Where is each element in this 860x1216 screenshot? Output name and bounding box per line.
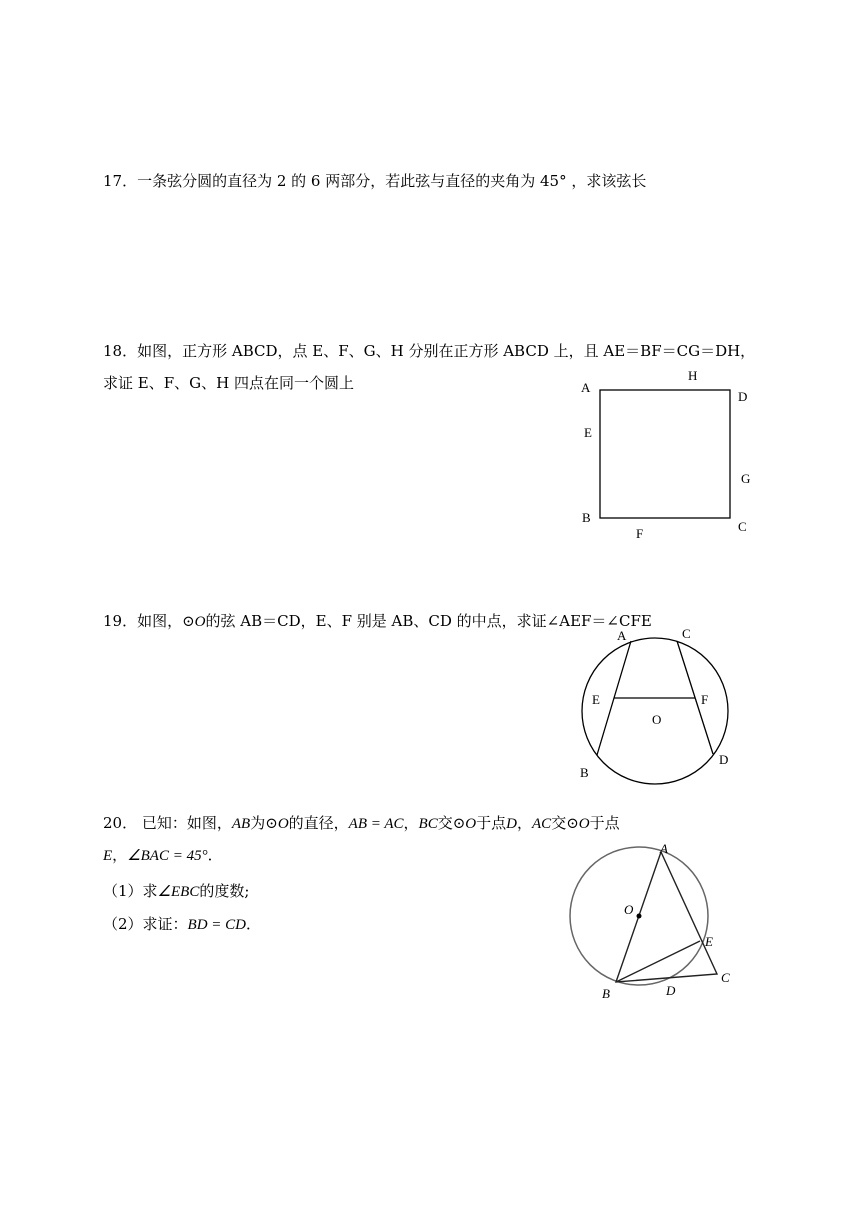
q20-label-E: E: [705, 934, 713, 949]
q20-O1: O: [277, 816, 289, 832]
q18-label-H: H: [688, 368, 698, 383]
q19-circle: [582, 638, 728, 784]
q19-text: [103, 611, 652, 632]
q18-label-G: G: [741, 471, 751, 486]
q20-p11: ．: [207, 846, 223, 864]
q20-angle: ∠BAC = 45°: [127, 848, 208, 864]
q18-label-C: C: [738, 519, 747, 534]
q19-circle-symbol: ⊙: [182, 612, 195, 630]
q20-center-point: [637, 914, 642, 919]
q20-sub1-pre: （1）求: [103, 882, 158, 900]
q20-D: D: [506, 816, 517, 832]
q20-AB-eq-AC: AB = AC: [348, 816, 404, 832]
q20-label-O: O: [624, 902, 634, 917]
q20-O2: O: [465, 816, 477, 832]
q19-label-O: O: [652, 712, 662, 727]
q20-p1: 已知：如图，: [141, 814, 232, 832]
q19-label-D: D: [719, 752, 729, 767]
q20-label-C: C: [721, 970, 730, 985]
q20-p10: ，: [112, 846, 128, 864]
q20-line2: [103, 845, 223, 866]
q20-AB: AB: [231, 816, 251, 832]
q19-prefix: 19．如图，: [103, 612, 183, 630]
q18-label-B: B: [582, 510, 591, 525]
q18-line2: 求证 E、F、G、H 四点在同一个圆上: [103, 374, 354, 392]
q20-sub1: [103, 881, 249, 902]
q20-sub1-post: 的度数;: [199, 882, 250, 900]
q20-circO3: ⊙: [566, 814, 579, 832]
q18-label-D: D: [738, 389, 748, 404]
q20-label-A: A: [660, 841, 668, 856]
q20-AC: AC: [532, 816, 552, 832]
q20-E: E: [103, 848, 113, 864]
q20-line1: [103, 813, 620, 834]
q20-p9: 于点: [589, 814, 620, 832]
q20-p5: 交: [437, 814, 453, 832]
q19-label-F: F: [701, 692, 709, 707]
q20-sub2-pre: （2）求证：: [103, 915, 188, 933]
q19-O: O: [194, 614, 206, 630]
q20-sub2: [103, 914, 261, 935]
q20-sub1-angle: ∠EBC: [157, 884, 200, 900]
q20-sub2-post: ．: [246, 915, 262, 933]
q19-rest: 的弦 AB＝CD，E、F 别是 AB、CD 的中点，求证∠AEF＝∠CFE: [205, 612, 652, 630]
q20-label-D: D: [666, 983, 676, 998]
q18-label-F: F: [636, 526, 644, 541]
q20-BC: BC: [418, 816, 438, 832]
q18-line1: 18．如图，正方形 ABCD，点 E、F、G、H 分别在正方形 ABCD 上，且 AE＝BF＝CG＝DH，: [103, 342, 756, 360]
q20-p8: 交: [551, 814, 567, 832]
q20-label-B: B: [602, 986, 610, 1001]
q19-label-E: E: [592, 692, 600, 707]
q20-p6: 于点: [476, 814, 507, 832]
q20-triangle-ABC: [616, 852, 717, 982]
q18-square: [600, 390, 730, 518]
q20-p4: ，: [403, 814, 419, 832]
q20-p3: 的直径，: [288, 814, 349, 832]
q20-sub2-eq: BD = CD: [187, 917, 247, 933]
q18-label-E: E: [584, 425, 592, 440]
q19-label-C: C: [682, 626, 691, 641]
q20-circO1: ⊙: [265, 814, 278, 832]
q19-label-A: A: [617, 628, 627, 643]
q17-text: 17．一条弦分圆的直径为 2 的 6 两部分，若此弦与直径的夹角为 45° ，求该弦长: [103, 172, 647, 190]
q20-number: 20．: [103, 814, 138, 832]
q20-p2: 为: [250, 814, 266, 832]
q20-O3: O: [578, 816, 590, 832]
q20-p7: ，: [517, 814, 533, 832]
q20-circO2: ⊙: [452, 814, 466, 832]
q18-label-A: A: [581, 380, 591, 395]
q19-label-B: B: [580, 765, 589, 780]
